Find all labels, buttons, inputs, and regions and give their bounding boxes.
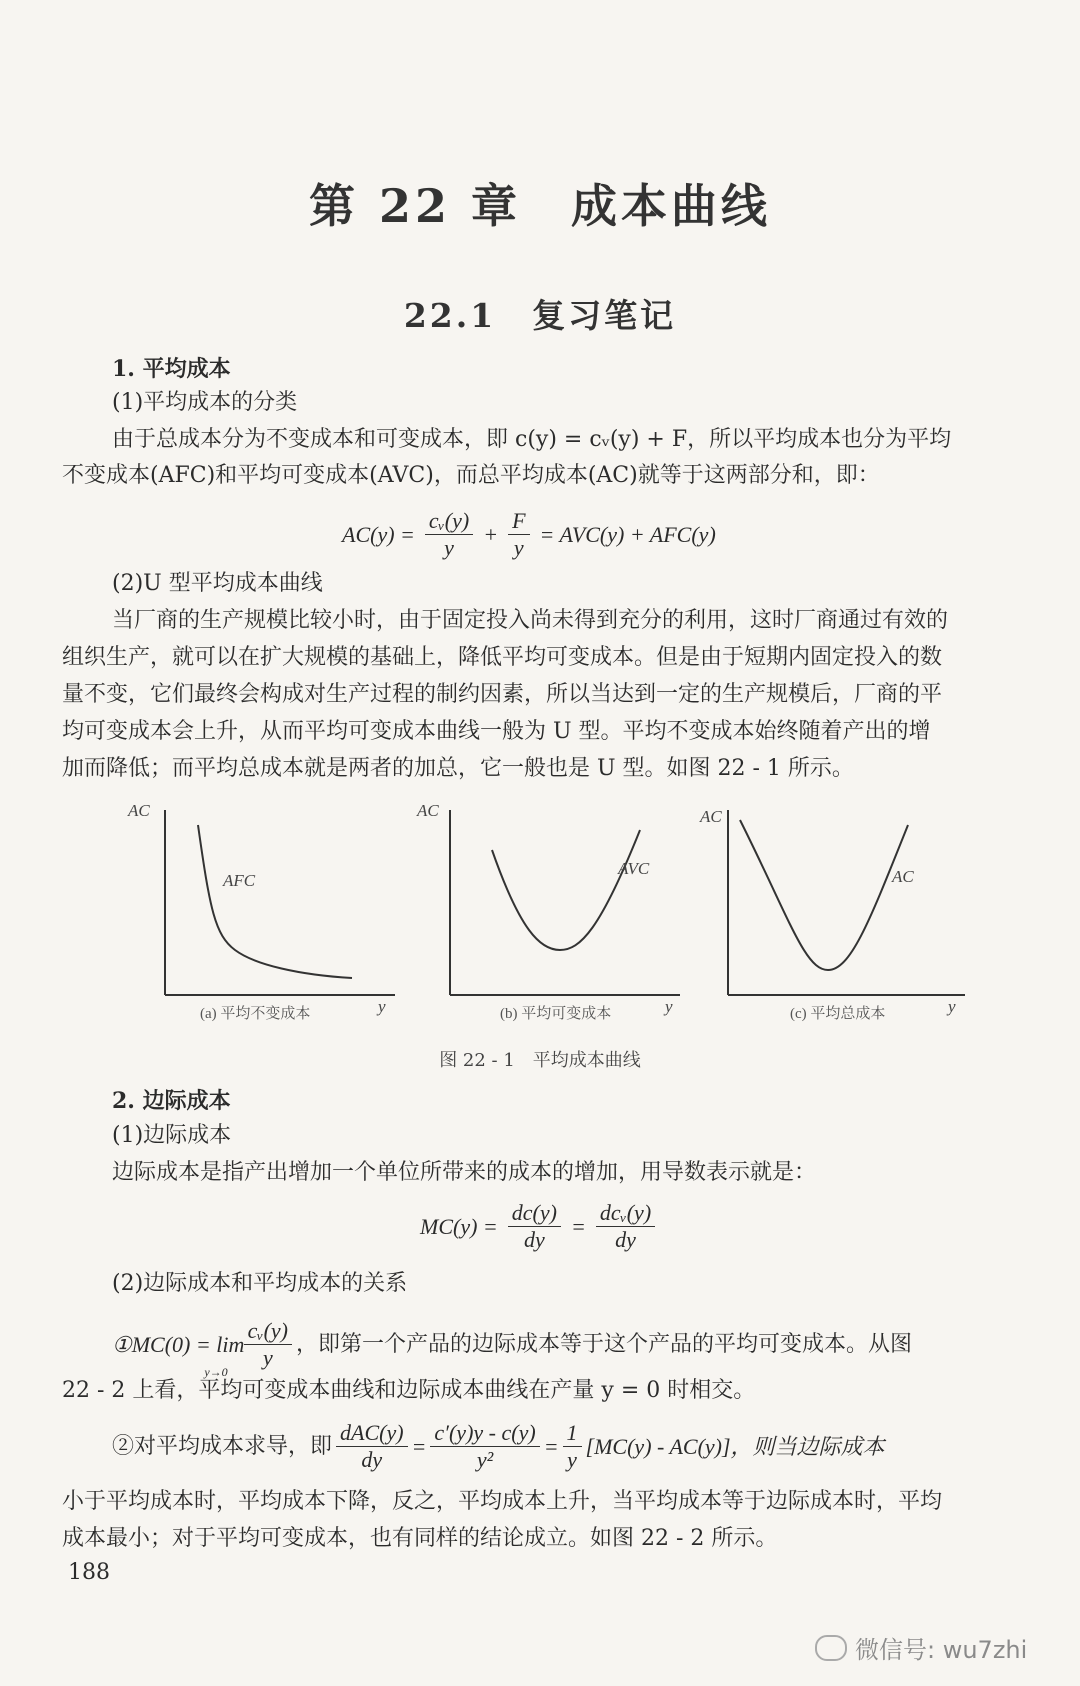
paragraph-line: 不变成本(AFC)和平均可变成本(AVC)，而总平均成本(AC)就等于这两部分和，即： xyxy=(62,463,880,488)
paragraph-line: 量不变，它们最终会构成对生产过程的制约因素，所以当达到一定的生产规模后，厂商的平 xyxy=(62,682,943,707)
item1-suffix: ，即第一个产品的边际成本等于这个产品的平均可变成本。从图 xyxy=(296,1331,913,1357)
ac-curve xyxy=(740,820,908,970)
fraction-numerator: F xyxy=(508,508,529,535)
subheading-u-shape: (2)U 型平均成本曲线 xyxy=(112,571,323,596)
fraction-numerator: 1 xyxy=(563,1420,582,1447)
item2-tail: [MC(y) - AC(y)]，则当边际成本 xyxy=(585,1433,885,1459)
y-axis-label: AC xyxy=(700,807,722,826)
x-axis-label: y xyxy=(948,997,956,1016)
y-axis-label: AC xyxy=(128,801,150,820)
fraction-denominator: y xyxy=(262,1345,273,1370)
plus-sign: + xyxy=(483,521,499,547)
curve-label: AC xyxy=(892,867,914,886)
fraction xyxy=(563,1420,582,1473)
fraction-denominator: y² xyxy=(476,1447,494,1472)
panel-caption: (a) 平均不变成本 xyxy=(200,1006,311,1022)
eq-lhs: MC(y) = xyxy=(420,1213,498,1239)
fraction-numerator: dcᵥ(y) xyxy=(596,1200,655,1227)
eq-rhs: = AVC(y) + AFC(y) xyxy=(539,521,716,547)
afc-curve xyxy=(198,825,352,978)
fraction xyxy=(244,1318,292,1371)
fraction xyxy=(596,1200,655,1253)
fraction-denominator: dy xyxy=(361,1447,383,1472)
paragraph-line: 成本最小；对于平均可变成本，也有同样的结论成立。如图 22 - 2 所示。 xyxy=(62,1526,778,1551)
equals-sign: = xyxy=(570,1213,586,1239)
curve-label: AVC xyxy=(618,859,650,878)
paragraph-line: 加而降低；而平均总成本就是两者的加总，它一般也是 U 型。如图 22 - 1 所示。 xyxy=(62,756,854,781)
section-title: 22.1 复习笔记 xyxy=(403,296,677,335)
equation-ac xyxy=(342,508,716,561)
item2-prefix: ②对平均成本求导，即 xyxy=(112,1433,333,1459)
fraction-denominator: dy xyxy=(523,1227,545,1252)
fraction-denominator: dy xyxy=(615,1227,636,1252)
paragraph-line: 均可变成本会上升，从而平均可变成本曲线一般为 U 型。平均不变成本始终随着产出的增 xyxy=(62,719,931,744)
subheading-relationship: (2)边际成本和平均成本的关系 xyxy=(112,1271,408,1296)
panel-ac xyxy=(699,807,965,1022)
fraction-denominator: y xyxy=(444,535,454,560)
fraction xyxy=(425,508,473,561)
paragraph-line: 小于平均成本时，平均成本下降，反之，平均成本上升，当平均成本等于边际成本时，平均 xyxy=(62,1489,943,1514)
heading-marginal-cost: 2. 边际成本 xyxy=(112,1088,231,1114)
fraction-numerator: cᵥ(y) xyxy=(425,508,473,535)
panel-avc xyxy=(416,801,680,1022)
figure-average-cost-curves xyxy=(0,790,1080,1030)
subheading-marginal-cost: (1)边际成本 xyxy=(112,1123,232,1148)
fraction-numerator: dc(y) xyxy=(508,1200,561,1227)
eq-lhs: AC(y) = xyxy=(342,521,415,547)
fraction xyxy=(336,1420,408,1473)
panel-afc xyxy=(127,801,395,1022)
limit-subscript: y→0 xyxy=(204,1365,228,1379)
avc-curve xyxy=(492,830,640,950)
page-number: 188 xyxy=(68,1560,110,1585)
item1-prefix: ①MC(0) = lim xyxy=(112,1331,245,1357)
chapter-title: 第 22 章 成本曲线 xyxy=(308,179,772,233)
paragraph-line: 组织生产，就可以在扩大规模的基础上，降低平均可变成本。但是由于短期内固定投入的数 xyxy=(62,645,943,670)
curve-label: AFC xyxy=(223,871,256,890)
subheading-classification: (1)平均成本的分类 xyxy=(112,390,298,415)
equation-mc xyxy=(420,1200,659,1253)
fraction xyxy=(508,1200,561,1253)
item-2: ②对平均成本求导，即 $\frac{\text{dAC(y)}}{dy}$ = $\frac{c'(y)y - c(y)}{\text{y²}}$ = $\frac{1}{y}$ [MC(y) - AC(y)]，则当边际成本 xyxy=(112,1420,885,1472)
fraction-numerator: cᵥ(y) xyxy=(244,1318,292,1345)
wechat-watermark xyxy=(815,1630,1027,1665)
heading-average-cost: 1. 平均成本 xyxy=(112,356,231,382)
paragraph-line: 当厂商的生产规模比较小时，由于固定投入尚未得到充分的利用，这时厂商通过有效的 xyxy=(112,608,949,633)
panel-caption: (c) 平均总成本 xyxy=(790,1006,886,1022)
figure-caption: 图 22 - 1 平均成本曲线 xyxy=(439,1050,641,1071)
fraction-denominator: y xyxy=(513,535,524,560)
fraction-denominator: y xyxy=(567,1447,577,1472)
x-axis-label: y xyxy=(378,997,386,1016)
fraction xyxy=(508,508,529,561)
paragraph-line: 由于总成本分为不变成本和可变成本，即 c(y) = cᵥ(y) + F，所以平均成本也分为平均 xyxy=(112,427,952,452)
y-axis-label: AC xyxy=(417,801,439,820)
x-axis-label: y xyxy=(665,997,673,1016)
fraction-numerator: dAC(y) xyxy=(336,1420,408,1447)
wechat-icon xyxy=(815,1635,847,1661)
fraction xyxy=(430,1420,539,1473)
item-1 xyxy=(112,1318,913,1379)
fraction-numerator: c′(y)y - c(y) xyxy=(430,1420,539,1447)
watermark-text: 微信号: wu7zhi xyxy=(855,1636,1028,1664)
paragraph-line: 边际成本是指产出增加一个单位所带来的成本的增加，用导数表示就是： xyxy=(112,1160,817,1185)
paragraph-line: 22 - 2 上看，平均可变成本曲线和边际成本曲线在产量 y = 0 时相交。 xyxy=(62,1378,756,1403)
panel-caption: (b) 平均可变成本 xyxy=(500,1006,612,1022)
